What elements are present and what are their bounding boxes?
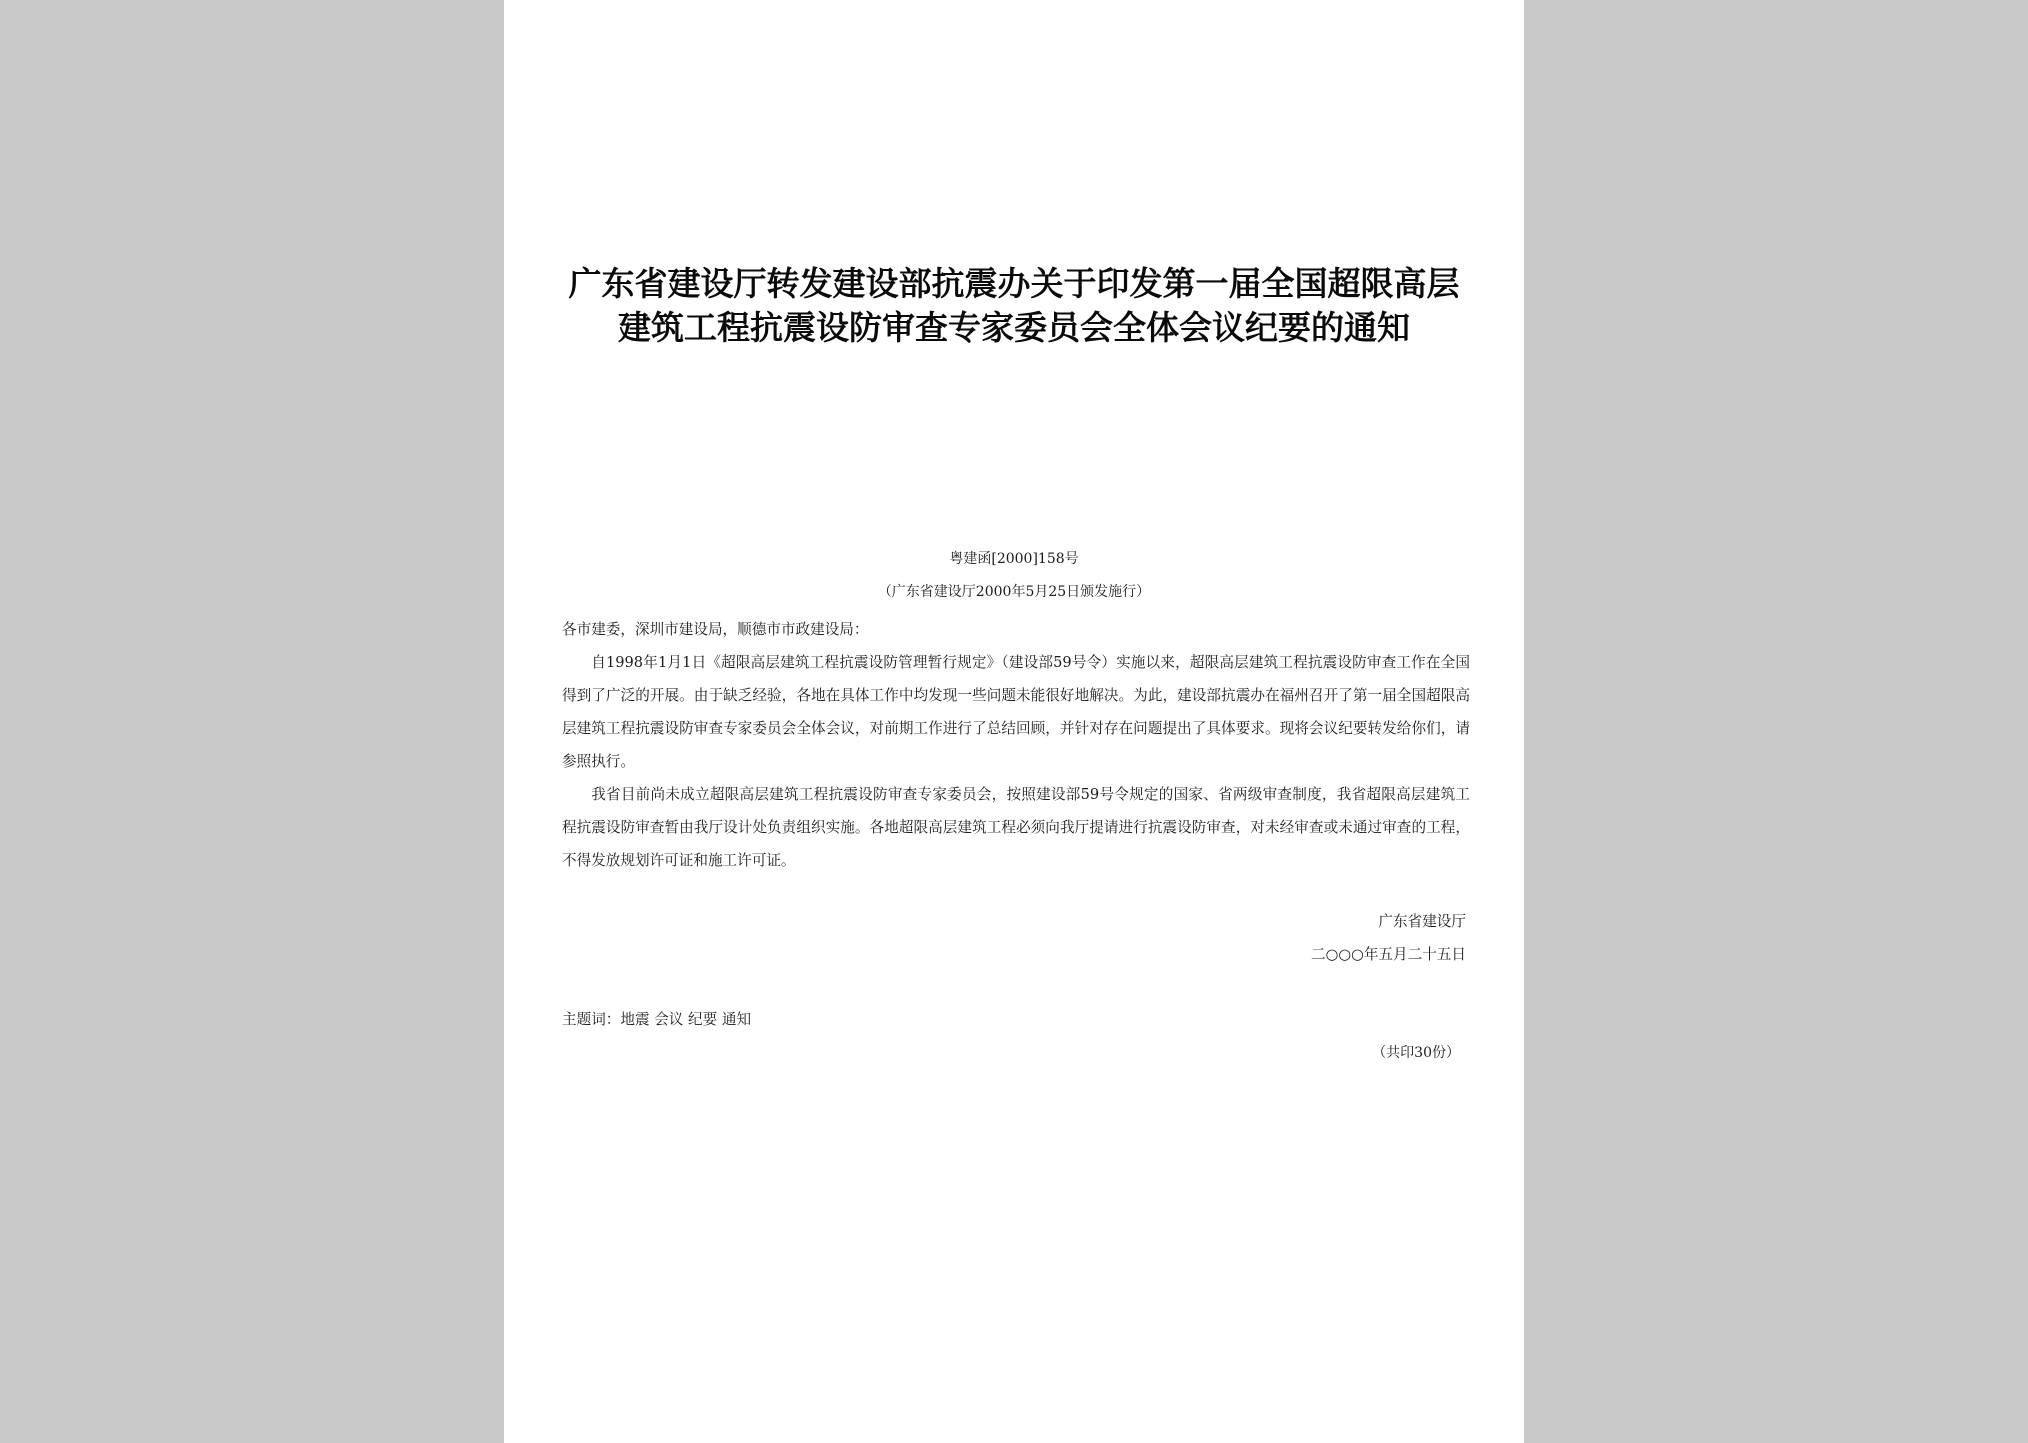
- document-body: [562, 613, 1470, 877]
- document-number: 粤建函[2000]158号: [949, 551, 1079, 567]
- body-paragraph-2: 我省目前尚未成立超限高层建筑工程抗震设防审查专家委员会，按照建设部59号令规定的国家、省两级审查制度，我省超限高层建筑工程抗震设防审查暂由我厅设计处负责组织实施。各地超限高层建筑工程必须向我厅提请进行抗震设防审查，对未经审查或未通过审查的工程，不得发放规划许可证和施工许可证。: [562, 786, 1470, 869]
- document-title: 广东省建设厅转发建设部抗震办关于印发第一届全国超限高层建筑工程抗震设防审查专家委员会全体会议纪要的通知: [568, 264, 1460, 347]
- signature-date: 二○○○年五月二十五日: [1311, 946, 1466, 963]
- body-paragraph-1: 自1998年1月1日《超限高层建筑工程抗震设防管理暂行规定》（建设部59号令）实施以来，超限高层建筑工程抗震设防审查工作在全国得到了广泛的开展。由于缺乏经验，各地在具体工作中均发现一些问题未能很好地解决。为此，建设部抗震办在福州召开了第一届全国超限高层建筑工程抗震设防审查专家委员会全体会议，对前期工作进行了总结回顾，并针对存在问题提出了具体要求。现将会议纪要转发给你们，请参照执行。: [562, 654, 1470, 770]
- document-page: [504, 0, 1524, 1443]
- copies-count: （共印30份）: [1372, 1045, 1460, 1061]
- signature-organization: 广东省建设厅: [1378, 913, 1466, 930]
- salutation: 各市建委，深圳市建设局，顺德市市政建设局：: [562, 621, 869, 638]
- subject-keywords: 主题词：地震 会议 纪要 通知: [562, 1011, 752, 1028]
- issue-note: （广东省建设厅2000年5月25日颁发施行）: [877, 584, 1151, 600]
